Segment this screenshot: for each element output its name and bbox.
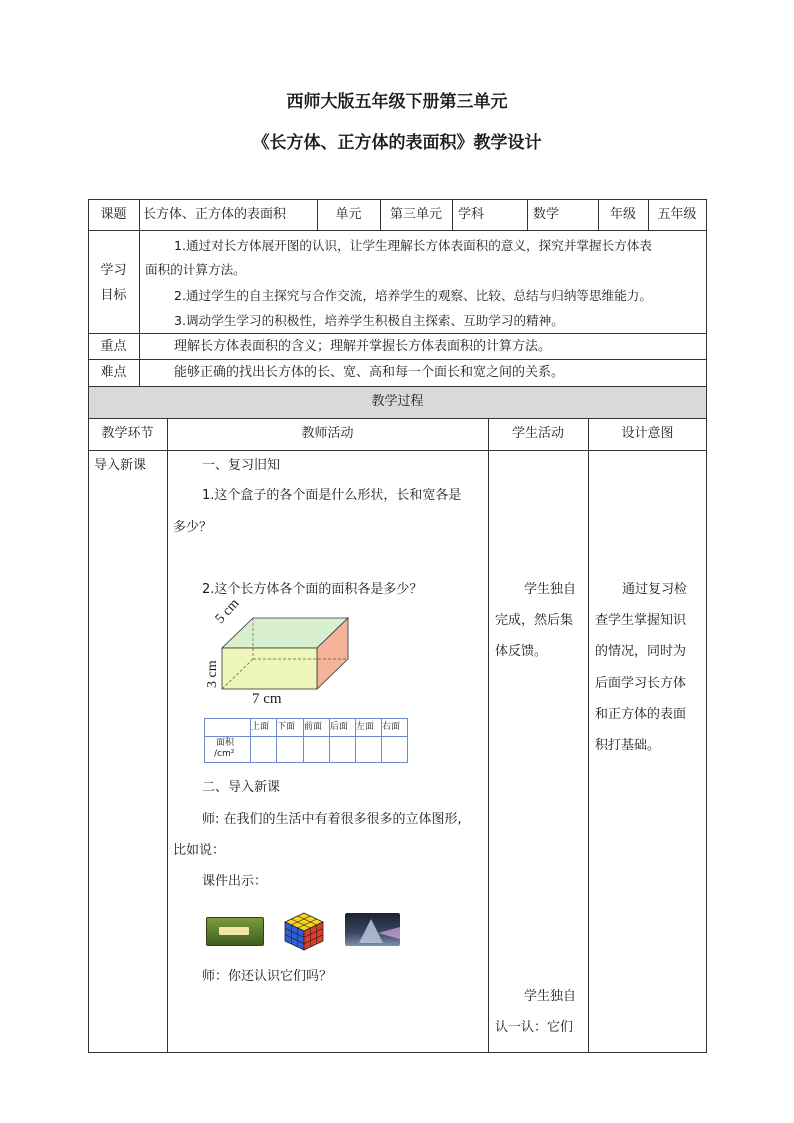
document-subtitle: 《长方体、正方体的表面积》教学设计 [252,133,542,153]
cuboid-front-face [222,648,317,689]
grade-label: 年级 [609,207,636,222]
stage-name: 导入新课 [94,458,147,473]
teacher-intro-heading: 二、导入新课 [202,780,281,795]
document-title: 西师大版五年级下册第三单元 [286,92,508,112]
key-label: 重点 [100,339,127,354]
difficulty-label: 难点 [100,365,127,380]
process-heading: 教学过程 [371,394,424,409]
intent-line-3: 的情况，同时为 [595,644,687,659]
intent-line-1: 通过复习检 [622,582,688,597]
box-product-image [206,917,264,946]
teacher-question-2: 2.这个长方体各个面的面积各是多少？ [202,582,423,597]
teacher-question-1-cont: 多少？ [173,520,213,535]
goal-1-line-2: 面积的计算方法。 [145,262,246,277]
unit-label: 单元 [335,207,362,222]
area-header-right: 右面 [382,722,401,732]
width-label: 5 cm [212,596,243,627]
subject-value: 数学 [533,207,560,222]
length-label: 7 cm [252,691,282,707]
intent-line-6: 积打基础。 [595,738,661,753]
goal-2: 2.通过学生的自主探究与合作交流，培养学生的观察、比较、总结与归纳等思维能力。 [174,288,652,303]
subject-label: 学科 [458,207,485,222]
prism-image [345,913,400,946]
intent-line-5: 和正方体的表面 [595,707,687,722]
column-student: 学生活动 [511,426,564,441]
intent-line-2: 查学生掌握知识 [595,613,687,628]
area-header-top: 上面 [251,722,270,732]
goals-label-1: 学习 [100,263,127,278]
teacher-courseware: 课件出示： [202,874,268,889]
column-stage: 教学环节 [101,426,154,441]
unit-value: 第三单元 [389,207,442,222]
goal-1-line-1: 1.通过对长方体展开图的认识，让学生理解长方体表面积的意义，探究并掌握长方体表 [174,238,652,253]
teacher-say-1-cont: 比如说： [173,843,226,858]
intent-line-4: 后面学习长方体 [595,676,687,691]
area-header-left: 左面 [356,722,375,732]
area-header-back: 后面 [330,722,349,732]
teacher-say-1: 师: 在我们的生活中有着很多很多的立体图形, [202,812,462,827]
rubiks-cube-image [283,911,325,951]
height-label: 3 cm [205,660,220,688]
student-activity-1-line-3: 体反馈。 [495,644,548,659]
student-activity-1-line-2: 完成，然后集 [495,613,574,628]
student-activity-2-line-1: 学生独自 [524,989,577,1004]
topic-label: 课题 [100,207,127,222]
area-header-front: 前面 [304,722,323,732]
difficulty-text: 能够正确的找出长方体的长、宽、高和每一个面长和宽之间的关系。 [174,365,565,380]
area-row-unit: /cm² [214,749,235,759]
teacher-review-heading: 一、复习旧知 [202,458,281,473]
teacher-say-2: 师：你还认识它们吗？ [202,969,333,984]
topic-value: 长方体、正方体的表面积 [143,207,287,222]
student-activity-1-line-1: 学生独自 [524,582,577,597]
column-intent: 设计意图 [621,426,674,441]
goal-3: 3.调动学生学习的积极性，培养学生积极自主探索、互助学习的精神。 [174,313,564,328]
grade-value: 五年级 [657,207,697,222]
goals-label-2: 目标 [100,288,127,303]
key-text: 理解长方体表面积的含义；理解并掌握长方体表面积的计算方法。 [174,339,552,354]
area-row-label: 面积 [216,738,235,748]
teacher-question-1: 1.这个盒子的各个面是什么形状，长和宽各是 [202,488,462,503]
area-header-bottom: 下面 [277,722,296,732]
column-teacher: 教师活动 [301,426,354,441]
student-activity-2-line-2: 认一认：它们 [495,1020,574,1035]
